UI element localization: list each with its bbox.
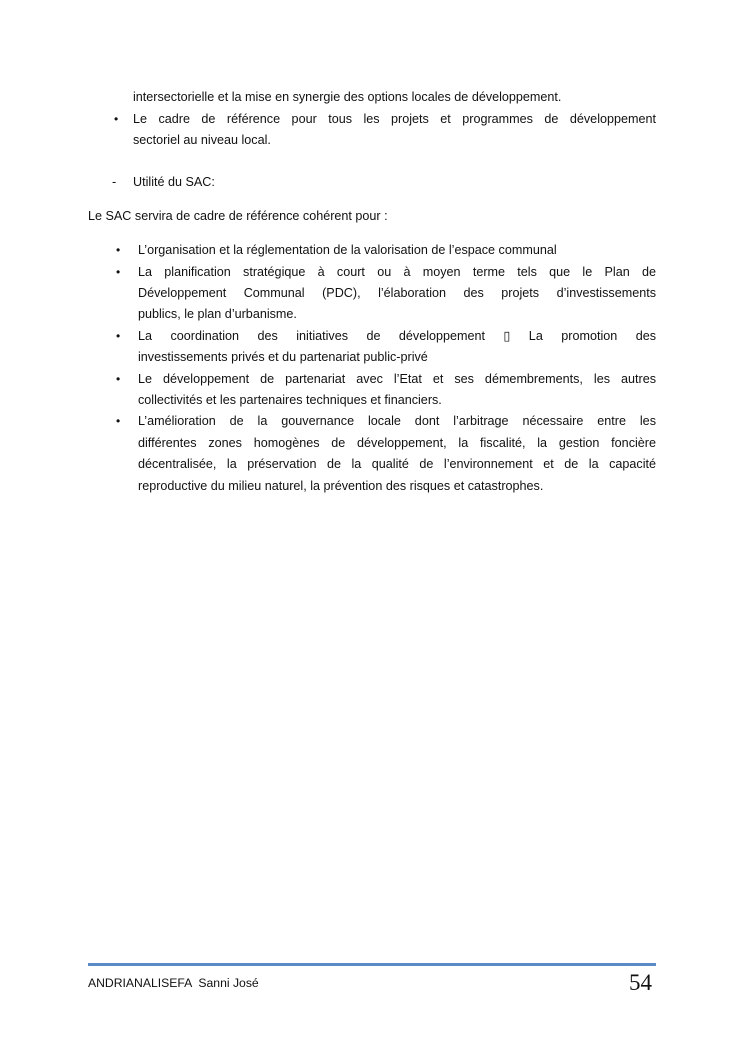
top-bullet-line-2: sectoriel au niveau local. xyxy=(133,133,271,147)
list-item-1-line-1: L’organisation et la réglementation de la valorisation de l’espace communal xyxy=(138,243,557,257)
utilite-heading: Utilité du SAC: xyxy=(133,175,215,189)
bullet-marker: • xyxy=(114,112,119,126)
list-item-5-line-4: reproductive du milieu naturel, la prévention des risques et catastrophes. xyxy=(138,479,544,493)
footer-divider xyxy=(88,963,656,966)
list-item-2-line-2: Développement Communal (PDC), l’élaboration des projets d’investissements xyxy=(138,286,656,300)
list-item-4-line-2: collectivités et les partenaires techniques et financiers. xyxy=(138,393,442,407)
footer-author: ANDRIANALISEFA Sanni José xyxy=(88,976,259,990)
list-item-4-line-1: Le développement de partenariat avec l’Etat et ses démembrements, les autres xyxy=(138,372,656,386)
page-number: 54 xyxy=(629,970,652,995)
list-item-2-line-1: La planification stratégique à court ou à moyen terme tels que le Plan de xyxy=(138,265,656,279)
bullet-marker: • xyxy=(116,329,121,343)
dash-marker: - xyxy=(112,175,117,189)
list-item-3-line-1: La coordination des initiatives de développement ▯ La promotion des xyxy=(138,329,656,343)
list-item-5-line-1: L’amélioration de la gouvernance locale dont l’arbitrage nécessaire entre les xyxy=(138,414,656,428)
bullet-marker: • xyxy=(116,414,121,428)
bullet-marker: • xyxy=(116,372,121,386)
list-item-5-line-2: différentes zones homogènes de développement, la fiscalité, la gestion foncière xyxy=(138,436,656,450)
list-item-2-line-3: publics, le plan d’urbanisme. xyxy=(138,307,297,321)
top-bullet-line-1: Le cadre de référence pour tous les projets et programmes de développement xyxy=(133,112,656,126)
bullet-marker: • xyxy=(116,243,121,257)
bullet-marker: • xyxy=(116,265,121,279)
list-item-3-line-2: investissements privés et du partenariat public-privé xyxy=(138,350,428,364)
intro-paragraph: Le SAC servira de cadre de référence cohérent pour : xyxy=(88,209,388,223)
continuation-line: intersectorielle et la mise en synergie des options locales de développement. xyxy=(133,90,562,104)
list-item-5-line-3: décentralisée, la préservation de la qualité de l’environnement et de la capacité xyxy=(138,457,656,471)
